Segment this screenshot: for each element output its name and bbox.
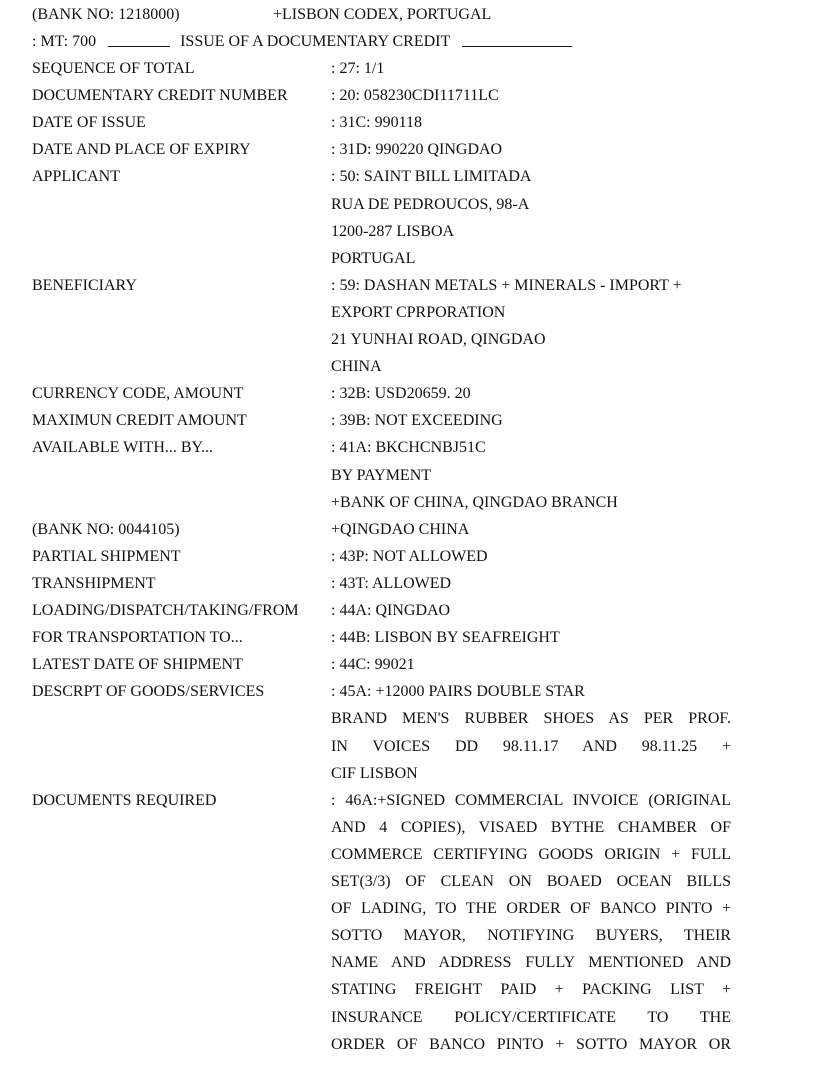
bank-number: (BANK NO: 1218000) <box>32 6 180 23</box>
field-value: AND 4 COPIES), VISAED BYTHE CHAMBER OF <box>331 819 731 836</box>
field-value: SET(3/3) OF CLEAN ON BOAED OCEAN BILLS <box>331 873 731 890</box>
field-value: : 27: 1/1 <box>331 60 385 77</box>
field-value: SOTTO MAYOR, NOTIFYING BUYERS, THEIR <box>331 927 731 944</box>
field-value: : 43T: ALLOWED <box>331 575 452 592</box>
blank-rule-right <box>462 32 572 47</box>
field-value: : 46A:+SIGNED COMMERCIAL INVOICE (ORIGINAL <box>331 792 731 809</box>
field-value: : 45A: +12000 PAIRS DOUBLE STAR <box>331 683 585 700</box>
field-value: : 20: 058230CDI11711LC <box>331 87 499 104</box>
field-value: IN VOICES DD 98.11.17 AND 98.11.25 + <box>331 738 731 755</box>
field-label: DOCUMENTARY CREDIT NUMBER <box>32 87 288 104</box>
field-value: : 44C: 99021 <box>331 656 415 673</box>
field-label: DOCUMENTS REQUIRED <box>32 792 217 809</box>
field-label: BENEFICIARY <box>32 277 137 294</box>
field-label: PARTIAL SHIPMENT <box>32 548 181 565</box>
field-value: : 43P: NOT ALLOWED <box>331 548 488 565</box>
field-label: CURRENCY CODE, AMOUNT <box>32 385 244 402</box>
field-value: COMMERCE CERTIFYING GOODS ORIGIN + FULL <box>331 846 731 863</box>
field-value: BRAND MEN'S RUBBER SHOES AS PER PROF. <box>331 710 731 727</box>
field-value: CIF LISBON <box>331 765 418 782</box>
field-label: LOADING/DISPATCH/TAKING/FROM <box>32 602 299 619</box>
field-label: DESCRPT OF GOODS/SERVICES <box>32 683 265 700</box>
field-label: DATE AND PLACE OF EXPIRY <box>32 141 251 158</box>
field-value: : 31D: 990220 QINGDAO <box>331 141 503 158</box>
field-value: CHINA <box>331 358 382 375</box>
field-label: DATE OF ISSUE <box>32 114 146 131</box>
field-value: : 50: SAINT BILL LIMITADA <box>331 168 532 185</box>
field-value: : 39B: NOT EXCEEDING <box>331 412 503 429</box>
field-value: : 59: DASHAN METALS + MINERALS - IMPORT + <box>331 277 682 294</box>
field-label: TRANSHIPMENT <box>32 575 156 592</box>
field-value: : 41A: BKCHCNBJ51C <box>331 439 486 456</box>
field-value: +QINGDAO CHINA <box>331 521 470 538</box>
message-type-line <box>32 28 572 55</box>
field-label: MAXIMUN CREDIT AMOUNT <box>32 412 247 429</box>
message-title: ISSUE OF A DOCUMENTARY CREDIT <box>180 33 450 50</box>
bank-location: +LISBON CODEX, PORTUGAL <box>273 6 492 23</box>
field-value: STATING FREIGHT PAID + PACKING LIST + <box>331 981 731 998</box>
field-value: INSURANCE POLICY/CERTIFICATE TO THE <box>331 1009 731 1026</box>
field-value: NAME AND ADDRESS FULLY MENTIONED AND <box>331 954 731 971</box>
field-value: ORDER OF BANCO PINTO + SOTTO MAYOR OR <box>331 1036 731 1053</box>
field-value: RUA DE PEDROUCOS, 98-A <box>331 196 530 213</box>
field-value: PORTUGAL <box>331 250 416 267</box>
field-label: SEQUENCE OF TOTAL <box>32 60 195 77</box>
field-value: : 44A: QINGDAO <box>331 602 451 619</box>
field-value: 21 YUNHAI ROAD, QINGDAO <box>331 331 546 348</box>
field-label: AVAILABLE WITH... BY... <box>32 439 214 456</box>
field-value: OF LADING, TO THE ORDER OF BANCO PINTO + <box>331 900 731 917</box>
field-value: : 44B: LISBON BY SEAFREIGHT <box>331 629 560 646</box>
field-value: : 31C: 990118 <box>331 114 422 131</box>
field-value: 1200-287 LISBOA <box>331 223 455 240</box>
field-label: APPLICANT <box>32 168 121 185</box>
field-value: : 32B: USD20659. 20 <box>331 385 471 402</box>
field-label: (BANK NO: 0044105) <box>32 521 180 538</box>
field-value: +BANK OF CHINA, QINGDAO BRANCH <box>331 494 618 511</box>
field-value: BY PAYMENT <box>331 467 432 484</box>
field-label: FOR TRANSPORTATION TO... <box>32 629 243 646</box>
field-label: LATEST DATE OF SHIPMENT <box>32 656 243 673</box>
blank-rule-left <box>108 32 170 47</box>
message-type: : MT: 700 <box>32 33 97 50</box>
field-value: EXPORT CPRPORATION <box>331 304 506 321</box>
